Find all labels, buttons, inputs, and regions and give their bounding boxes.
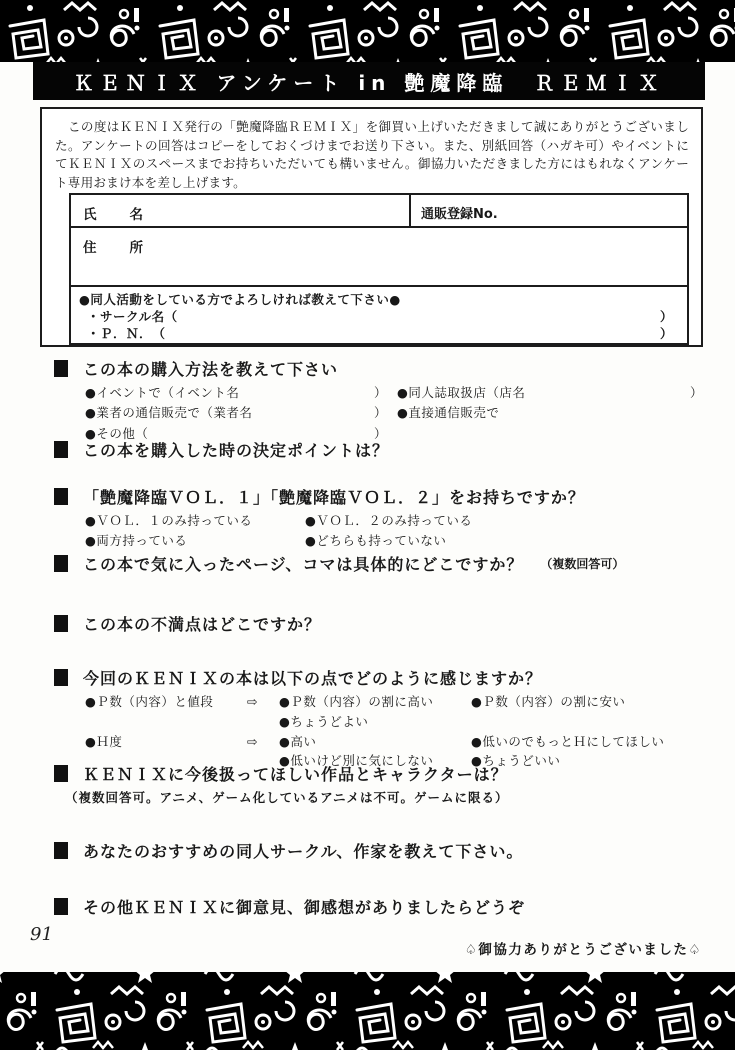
- section-marker-icon: [54, 360, 68, 377]
- q3-options: [85, 511, 703, 552]
- question-note: （複数回答可。アニメ、ゲーム化しているアニメは不可。ゲームに限る）: [65, 790, 509, 805]
- question-heading: この本で気に入ったページ、コマは具体的にどこですか？: [83, 555, 524, 574]
- title-bar: ＫＥＮＩＸ アンケート in 艶魔降臨 ＲＥＭＩＸ: [33, 62, 705, 100]
- question-heading-row: [40, 895, 703, 918]
- question-heading: ＫＥＮＩＸに今後扱ってほしい作品とキャラクターは？: [83, 765, 508, 784]
- section-marker-icon: [54, 765, 68, 782]
- option-close-paren: ）: [689, 385, 703, 400]
- question-heading-row: [40, 357, 703, 380]
- question-other-comments: [40, 895, 703, 918]
- q6-options: [40, 692, 703, 771]
- q1-options-left: [85, 383, 387, 444]
- order-no-field-label: 通販登録No.: [421, 207, 498, 222]
- question-heading-row: [40, 485, 703, 508]
- question-future-works: [40, 762, 703, 806]
- circle-name-label: ・サークル名（: [87, 308, 178, 324]
- doujin-header: ●同人活動をしている方でよろしければ教えて下さい●: [79, 292, 401, 307]
- question-heading: 今回のＫＥＮＩＸの本は以下の点でどのように感じますか？: [83, 669, 543, 688]
- q1-options-right: [397, 383, 703, 444]
- option-label: ●Ｐ数（内容）の割に安い: [471, 694, 626, 709]
- q3-options-left: [85, 511, 305, 552]
- question-favorite-page: [40, 552, 703, 575]
- section-marker-icon: [54, 898, 68, 915]
- option-vol1-only: ●ＶＯＬ．１のみ持っている: [85, 513, 253, 528]
- question-complaints: [40, 612, 703, 635]
- option-label: ●同人誌取扱店（店名: [397, 385, 526, 400]
- section-marker-icon: [54, 842, 68, 859]
- thanks-text: ♤御協力ありがとうございました♤: [464, 942, 702, 958]
- option-label: ●高い: [279, 733, 317, 749]
- doodle-border-top: [0, 0, 735, 62]
- question-heading-row: [40, 666, 703, 689]
- question-heading-row: [40, 612, 703, 635]
- option-label: ●業者の通信販売で（業者名: [85, 405, 253, 421]
- doodle-pattern-bottom: [0, 972, 735, 1050]
- question-heading: あなたのおすすめの同人サークル、作家を教えて下さい。: [83, 842, 524, 861]
- option-label: ●ちょうどいい: [471, 753, 561, 769]
- option-label: ●直接通信販売で: [397, 405, 500, 421]
- q6-row-price-2: [85, 712, 703, 732]
- q6-criterion-label: [85, 712, 247, 732]
- arrow-spacer: [247, 712, 279, 732]
- doodle-pattern-top: [0, 0, 735, 62]
- option-neither: ●どちらも持っていない: [305, 533, 447, 549]
- registration-form-table: [69, 193, 689, 345]
- pen-name-close-paren: ）: [659, 325, 673, 341]
- option-label: ●低いけど別に気にしない: [279, 753, 434, 769]
- option-vol2-only: ●ＶＯＬ．２のみ持っている: [305, 513, 473, 528]
- option-event: [85, 383, 387, 403]
- circle-name-line: [79, 309, 673, 326]
- form-outer-box: [40, 107, 703, 347]
- question-purchase-method: [40, 357, 703, 444]
- q1-options: [85, 383, 703, 444]
- question-own-volumes: [40, 485, 703, 552]
- address-field-label: 住 所: [71, 228, 687, 287]
- question-heading-row: [40, 552, 703, 575]
- section-marker-icon: [54, 615, 68, 632]
- option-doujin-shop: [397, 383, 703, 403]
- doodle-border-bottom: [0, 972, 735, 1050]
- question-heading: この本を購入した時の決定ポイントは？: [83, 441, 390, 460]
- option-label: ●低いのでもっとＨにしてほしい: [471, 733, 665, 749]
- option-label: [471, 712, 703, 732]
- circle-close-paren: ）: [659, 308, 673, 324]
- option-close-paren: ）: [373, 405, 387, 421]
- q6-criterion-label: ●Ｈ度: [85, 733, 123, 749]
- page-number: 91: [30, 924, 53, 945]
- question-heading-row: [40, 839, 703, 862]
- option-both: ●両方持っている: [85, 533, 188, 549]
- q3-options-right: [305, 511, 703, 552]
- form-row-doujin: [71, 287, 687, 343]
- option-dealer-mailorder: [85, 403, 387, 423]
- question-heading: この本の購入方法を教えて下さい: [83, 360, 339, 379]
- section-marker-icon: [54, 441, 68, 458]
- option-label: ●ちょうどよい: [279, 713, 369, 729]
- question-heading-row: [40, 762, 703, 785]
- name-field-label: 氏 名: [71, 195, 411, 226]
- section-marker-icon: [54, 669, 68, 686]
- q6-row-h-level: [85, 732, 703, 752]
- option-close-paren: ）: [373, 425, 387, 441]
- question-heading-row: [40, 438, 703, 461]
- question-decision-point: [40, 438, 703, 461]
- option-label: ●Ｐ数（内容）の割に高い: [279, 694, 434, 709]
- option-label: ●その他（: [85, 425, 149, 441]
- question-heading: 「艶魔降臨ＶＯＬ．１」「艶魔降臨ＶＯＬ．２」をお持ちですか？: [83, 488, 585, 507]
- arrow-right-icon: ⇨: [247, 694, 258, 709]
- form-row-name: [71, 195, 687, 228]
- pen-name-label: ・Ｐ．Ｎ． （: [87, 325, 166, 341]
- pen-name-line: [79, 326, 673, 343]
- question-heading: この本の不満点はどこですか？: [83, 615, 322, 634]
- option-close-paren: ）: [373, 385, 387, 400]
- intro-text: この度はＫＥＮＩＸ発行の「艶魔降臨ＲＥＭＩＸ」を御買い上げいただきまして誠にありがとうございました。アンケートの回答はコピーをしておくづけまでお送り下さい。また、別紙回答（ハガキ可）やイベントにてＫＥＮＩＸのスペースまでお持ちいただいても構いません。御協力いただきました方にはもれなくアンケート専用おまけ本を差し上げます。: [55, 119, 689, 190]
- section-marker-icon: [54, 488, 68, 505]
- option-direct-mailorder: [397, 403, 703, 423]
- q6-row-price: [85, 692, 703, 712]
- question-recommend-circles: [40, 839, 703, 862]
- option-label: ●イベントで（イベント名: [85, 385, 240, 400]
- q6-criterion-label: ●Ｐ数（内容）と値段: [85, 694, 214, 709]
- question-note: （複数回答可）: [540, 557, 625, 571]
- section-marker-icon: [54, 555, 68, 572]
- question-heading: その他ＫＥＮＩＸに御意見、御感想がありましたらどうぞ: [83, 898, 526, 917]
- arrow-right-icon: ⇨: [247, 733, 258, 749]
- question-book-rating: [40, 666, 703, 771]
